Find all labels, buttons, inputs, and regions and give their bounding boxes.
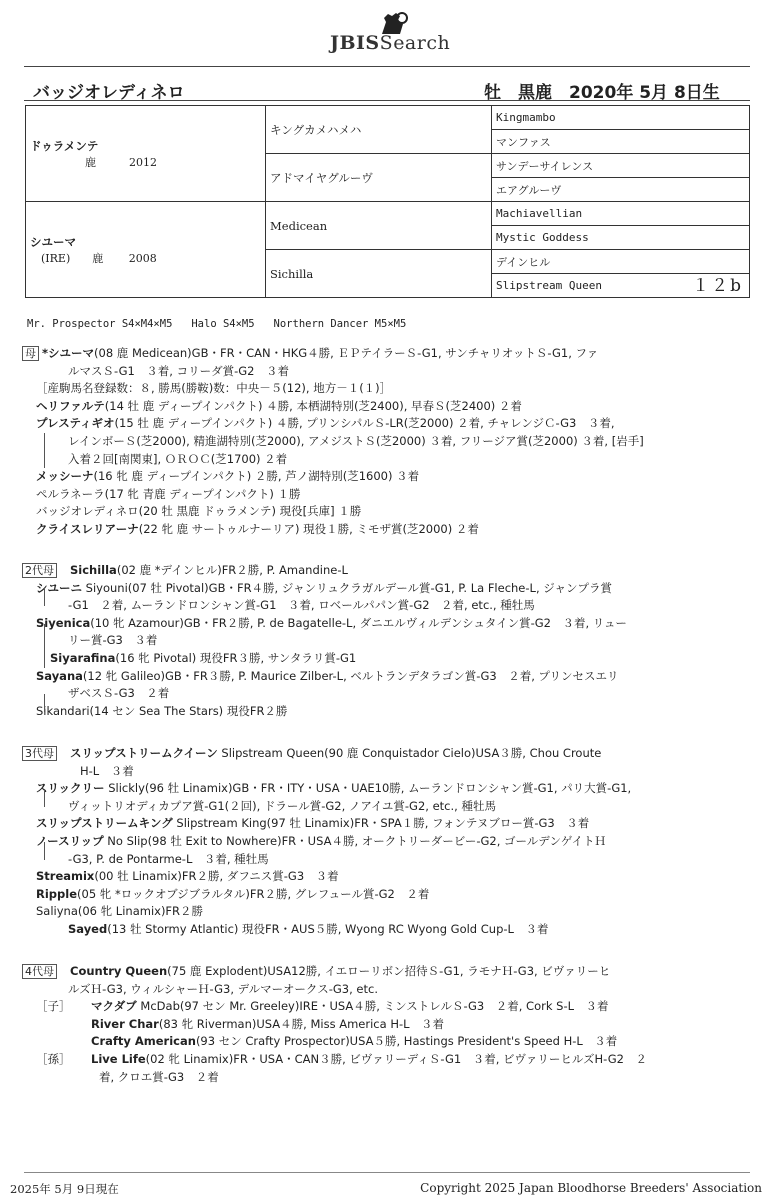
family-line: リー賞-G3 ３着 [68,633,158,648]
family-line: ［子］ マクダブ McDab(97 セン Mr. Greeley)IRE・USA４勝, ミンストレルＳ-G3 ２着, Cork S-L ３着 [22,998,752,1016]
horse-name: バッジオレディネロ [33,83,185,103]
ggp-5[interactable]: Machiavellian [492,202,750,226]
family-line: スリックリー Slickly(96 牡 Linamix)GB・FR・ITY・USA・UAE10勝, ムーランドロンシャン賞-G1, パリ大賞-G1, [36,781,632,796]
footer-copyright: Copyright 2025 Japan Bloodhorse Breeders' Association [420,1181,762,1195]
ggp-4[interactable]: エアグルーヴ [492,178,750,202]
family-line: ペルラネーラ(17 牝 青鹿 ディープインパクト) １勝 [36,486,301,501]
family-line: ルマスＳ-G1 ３着, コリーダ賞-G2 ３着 [68,363,289,378]
generation-tag-child: ［子］ [36,999,71,1014]
family-line: Siyenica(10 牝 Azamour)GB・FR２勝, P. de Bagatelle-L, ダニエルヴィルデンシュタイン賞-G2 ３着, リュー [36,615,627,630]
header-rule [24,66,750,67]
family-line: ザベスＳ-G3 ２着 [68,686,170,701]
family-line: Streamix(00 牡 Linamix)FR２勝, ダフニス賞-G3 ３着 [36,869,339,884]
ggp-1[interactable]: Kingmambo [492,106,750,130]
sire-sire[interactable]: キングカメハメハ [266,106,492,154]
dam-sire[interactable]: Medicean [266,202,492,250]
dam-section [22,345,752,539]
family-line: ヴィットリオディカプア賞-G1(２回), ドラール賞-G2, ノアイユ賞-G2, etc., 種牡馬 [68,798,496,813]
family-line: ［孫］ Live Life(02 牝 Linamix)FR・USA・CAN３勝, ビヴァリーディＳ-G1 ３着, ビヴァリーヒルズH-G2 ２ [22,1051,752,1069]
family-line: -G3, P. de Pontarme-L ３着, 種牡馬 [68,851,269,866]
family-line: ノースリップ No Slip(98 牡 Exit to Nowhere)FR・USA４勝, オークトリーダービー-G2, ゴールデンゲイトＨ [36,833,607,848]
tree-connector [44,624,45,668]
family-line: H-L ３着 [80,763,134,778]
family-line: ［産駒馬名登録数：８, 勝馬(勝鞍)数：中央－５(12), 地方－１(１)］ [36,381,392,396]
family-line: 2代母 Sichilla(02 鹿 *デインヒル)FR２勝, P. Amandine-L [22,562,752,580]
section-badge: 4代母 [22,964,57,979]
family-line: バッジオレディネロ(20 牡 黒鹿 ドゥラメンテ) 現役[兵庫] １勝 [36,504,362,519]
family-line: シユーニ Siyouni(07 牡 Pivotal)GB・FR４勝, ジャンリュクラガルデール賞-G1, P. La Fleche-L, ジャンプラ賞 [36,580,613,595]
footer-date: 2025年 5月 9日現在 [10,1182,119,1196]
family-line: クライスレリアーナ(22 牝 鹿 サートゥルナーリア) 現役１勝, ミモザ賞(芝2000) ２着 [36,521,479,536]
family-line: レインボーＳ(芝2000), 精進湖特別(芝2000), アメジストＳ(芝2000) ３着, フリージア賞(芝2000) ３着, [岩手] [68,433,644,448]
family-line: ルズＨ-G3, ウィルシャーＨ-G3, デルマーオークス-G3, etc. [68,981,378,996]
family-line: Ripple(05 牝 *ロックオブジブラルタル)FR２勝, グレフュール賞-G2 ２着 [36,886,430,901]
dam-name[interactable]: シユーマ [30,234,76,249]
logo-text-search: Search [379,32,451,54]
family-line: Sayana(12 牝 Galileo)GB・FR３勝, P. Maurice Zilber-L, ベルトランデタラゴン賞-G3 ２着, プリンセスエリ [36,668,619,683]
generation-tag-grandchild: ［孫］ [36,1051,71,1066]
footer-rule [24,1172,750,1173]
dam-dam[interactable]: Sichilla [266,250,492,298]
jbis-logo[interactable] [330,10,460,54]
family-line: スリップストリームキング Slipstream King(97 牡 Linamix)FR・SPA１勝, フォンテヌブロー賞-G3 ３着 [36,816,590,831]
sire-detail: 鹿 2012 [30,155,157,169]
ggp-8-cell [492,274,750,298]
tree-connector [44,789,45,807]
family-line: メッシーナ(16 牝 鹿 ディープインパクト) ２勝, 芦ノ湖特別(芝1600) ３着 [36,469,420,484]
second-dam-section [22,562,752,720]
third-dam-section [22,745,752,939]
family-line: 入着２回[南関東], ＯＲＯＣ(芝1700) ２着 [68,451,288,466]
ggp-6[interactable]: Mystic Goddess [492,226,750,250]
sire-dam[interactable]: アドマイヤグルーヴ [266,154,492,202]
family-line: River Char(83 牝 Riverman)USA４勝, Miss America H-L ３着 [91,1016,445,1031]
sire-name[interactable]: ドゥラメンテ [30,138,99,153]
sire-cell [26,106,266,202]
family-line: Crafty American(93 セン Crafty Prospector)USA５勝, Hastings President's Speed H-L ３着 [91,1034,618,1049]
family-line: 4代母 Country Queen(75 鹿 Explodent)USA12勝, イエローリボン招待Ｓ-G1, ラモナＨ-G3, ビヴァリーヒ [22,963,752,981]
logo-text-jbis: JBIS [330,32,380,54]
pedigree-table [25,105,750,298]
tree-connector [44,842,45,860]
horse-info: 牡 黒鹿 2020年 5月 8日生 [484,83,720,103]
dam-detail: (IRE) 鹿 2008 [30,251,157,265]
ggp-8[interactable]: Slipstream Queen [496,279,602,292]
section-badge: 母 [22,346,39,361]
tree-connector [44,694,45,712]
section-badge: 2代母 [22,563,57,578]
family-line: -G1 ２着, ムーランドロンシャン賞-G1 ３着, ロベールパパン賞-G2 ２着, etc., 種牡馬 [68,598,535,613]
family-line: 3代母 スリップストリームクイーン Slipstream Queen(90 鹿 Conquistador Cielo)USA３勝, Chou Croute [22,745,752,763]
ggp-2[interactable]: マンファス [492,130,750,154]
family-line: 母 *シユーマ(08 鹿 Medicean)GB・FR・CAN・HKG４勝, ＥＰテイラーＳ-G1, サンチャリオットＳ-G1, ファ [22,345,752,363]
ggp-3[interactable]: サンデーサイレンス [492,154,750,178]
family-line: Saliyna(06 牝 Linamix)FR２勝 [36,904,204,919]
tree-connector [44,588,45,606]
family-line: Sikandari(14 セン Sea The Stars) 現役FR２勝 [36,703,288,718]
dam-cell [26,202,266,298]
section-badge: 3代母 [22,746,57,761]
ggp-7[interactable]: デインヒル [492,250,750,274]
family-line: Siyarafina(16 牝 Pivotal) 現役FR３勝, サンタラリ賞-G1 [50,650,357,665]
family-line: 着, クロエ賞-G3 ２着 [99,1069,219,1084]
family-number: １２b [692,276,743,296]
inbreeding-line: Mr. Prospector S4×M4×M5 Halo S4×M5 Northern Dancer M5×M5 [27,318,407,330]
family-line: プレスティギオ(15 牡 鹿 ディープインパクト) ４勝, プリンシパルＳ-LR(芝2000) ２着, チャレンジＣ-G3 ３着, [36,416,615,431]
tree-connector [44,433,45,468]
header-rule-bottom [24,100,750,101]
family-line: Sayed(13 牡 Stormy Atlantic) 現役FR・AUS５勝, Wyong RC Wyong Gold Cup-L ３着 [68,921,549,936]
family-line: ヘリファルテ(14 牡 鹿 ディープインパクト) ４勝, 本栖湖特別(芝2400), 早春Ｓ(芝2400) ２着 [36,398,522,413]
fourth-dam-section [22,963,752,1086]
